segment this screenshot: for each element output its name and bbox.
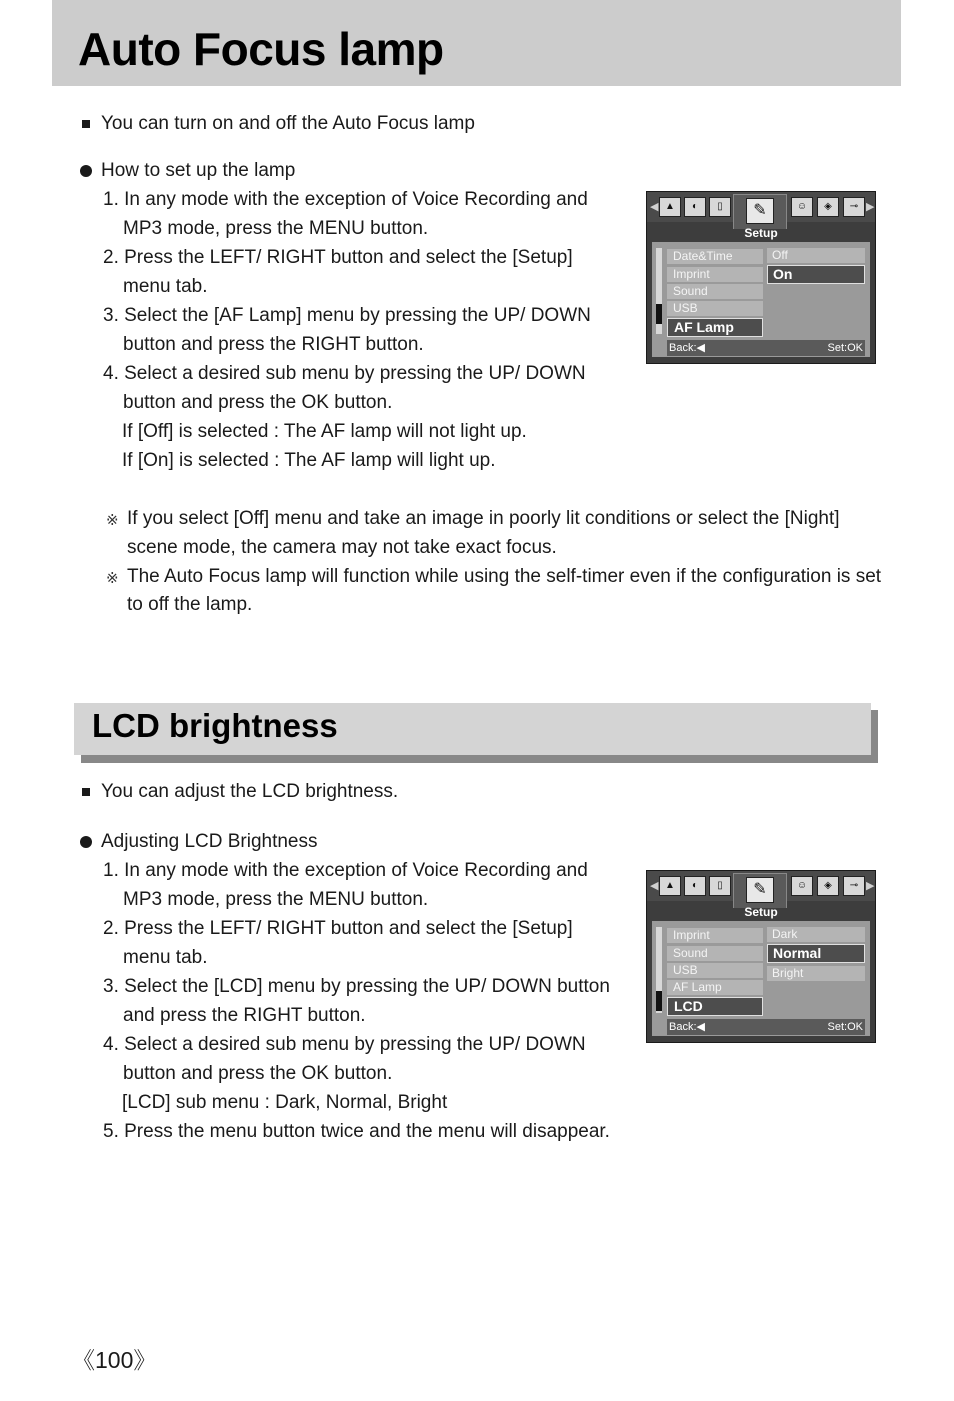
back-arrow-icon: ◀ — [696, 1021, 705, 1033]
menu-item: Date&Time — [667, 249, 763, 264]
page-number: 《100》 — [72, 1347, 157, 1373]
s2-step-line: 3. Select the [LCD] menu by pressing the UP/ DOWN button — [103, 976, 610, 997]
setup-wrench-icon: ✎ — [746, 198, 774, 224]
s1-step-line: 3. Select the [AF Lamp] menu by pressing the UP/ DOWN — [103, 305, 591, 326]
section2-title: LCD brightness — [92, 707, 338, 744]
frame-icon: ▯ — [709, 876, 731, 896]
back-arrow-icon: ◀ — [696, 342, 705, 354]
s1-note-line: scene mode, the camera may not take exact focus. — [127, 537, 557, 558]
set-hint: Set:OK — [827, 342, 863, 354]
s1-step-line: button and press the RIGHT button. — [123, 334, 424, 355]
menu-item: Imprint — [667, 928, 763, 943]
mode-icon: ▲ — [659, 197, 681, 217]
left-arrow-icon: ◀ — [650, 201, 659, 213]
page-title: Auto Focus lamp — [78, 23, 444, 75]
menu-footer — [667, 340, 865, 356]
back-hint: Back:◀ — [669, 1021, 705, 1033]
effect-icon: ◐ — [684, 876, 706, 896]
s1-note-line: If you select [Off] menu and take an image in poorly lit conditions or select the [Night] — [127, 508, 840, 529]
s2-step-line: 2. Press the LEFT/ RIGHT button and select the [Setup] — [103, 918, 573, 939]
sound-icon: ◈ — [817, 876, 839, 896]
right-arrow-icon: ▶ — [866, 201, 875, 213]
menu-scroll-thumb — [656, 304, 662, 324]
s1-step-line: menu tab. — [123, 276, 208, 297]
sound-icon: ◈ — [817, 197, 839, 217]
mode-icon: ▲ — [659, 876, 681, 896]
menu-option-selected: Normal — [767, 944, 865, 963]
s1-step-line: If [Off] is selected : The AF lamp will not light up. — [122, 421, 527, 442]
person-icon: ☺ — [791, 197, 813, 217]
menu-item: USB — [667, 963, 763, 978]
effect-icon: ◐ — [684, 197, 706, 217]
menu-item: AF Lamp — [667, 980, 763, 995]
set-hint: Set:OK — [827, 1021, 863, 1033]
camera-menu-af-lamp — [646, 191, 876, 364]
menu-scroll-thumb — [656, 991, 662, 1011]
menu-option-selected: On — [767, 265, 865, 284]
square-bullet-icon — [82, 788, 90, 796]
s1-step-line: 1. In any mode with the exception of Voice Recording and — [103, 189, 588, 210]
section1-howto-title: How to set up the lamp — [101, 160, 296, 181]
s2-step-line: menu tab. — [123, 947, 208, 968]
round-bullet-icon — [80, 836, 92, 848]
menu-item: Imprint — [667, 267, 763, 282]
menu-item-selected: AF Lamp — [667, 318, 763, 337]
camera-menu-lcd — [646, 870, 876, 1043]
note-mark-icon: ※ — [106, 570, 119, 587]
menu-item: Sound — [667, 946, 763, 961]
section1-intro: You can turn on and off the Auto Focus lamp — [101, 113, 475, 134]
left-arrow-icon: ◀ — [650, 880, 659, 892]
s2-step-line: 5. Press the menu button twice and the menu will disappear. — [103, 1121, 610, 1142]
s2-step-line: [LCD] sub menu : Dark, Normal, Bright — [122, 1092, 448, 1113]
menu-item: USB — [667, 301, 763, 316]
menu-option: Bright — [767, 966, 865, 981]
menu-option: Dark — [767, 927, 865, 942]
note-mark-icon: ※ — [106, 512, 119, 529]
person-icon: ☺ — [791, 876, 813, 896]
s2-step-line: 1. In any mode with the exception of Voice Recording and — [103, 860, 588, 881]
section2-intro: You can adjust the LCD brightness. — [101, 781, 399, 802]
s1-step-line: MP3 mode, press the MENU button. — [123, 218, 429, 239]
setup-tab-label: Setup — [744, 226, 778, 240]
s1-note-line: The Auto Focus lamp will function while using the self-timer even if the configuration is set — [127, 566, 882, 587]
s1-step-line: button and press the OK button. — [123, 392, 393, 413]
frame-icon: ▯ — [709, 197, 731, 217]
menu-item-selected: LCD — [667, 997, 763, 1016]
setup-tab-label: Setup — [744, 905, 778, 919]
section2-howto-title: Adjusting LCD Brightness — [101, 831, 318, 852]
s2-step-line: MP3 mode, press the MENU button. — [123, 889, 429, 910]
s1-step-line: 2. Press the LEFT/ RIGHT button and select the [Setup] — [103, 247, 573, 268]
menu-option: Off — [767, 248, 865, 263]
s1-step-line: 4. Select a desired sub menu by pressing the UP/ DOWN — [103, 363, 586, 384]
round-bullet-icon — [80, 165, 92, 177]
s1-step-line: If [On] is selected : The AF lamp will light up. — [122, 450, 496, 471]
key-icon: ⊸ — [843, 876, 865, 896]
key-icon: ⊸ — [843, 197, 865, 217]
setup-wrench-icon: ✎ — [746, 877, 774, 903]
s2-step-line: and press the RIGHT button. — [123, 1005, 366, 1026]
menu-item: Sound — [667, 284, 763, 299]
right-arrow-icon: ▶ — [866, 880, 875, 892]
menu-footer — [667, 1019, 865, 1035]
back-hint: Back:◀ — [669, 342, 705, 354]
s2-step-line: 4. Select a desired sub menu by pressing the UP/ DOWN — [103, 1034, 586, 1055]
square-bullet-icon — [82, 120, 90, 128]
s1-note-line: to off the lamp. — [127, 594, 253, 615]
s2-step-line: button and press the OK button. — [123, 1063, 393, 1084]
